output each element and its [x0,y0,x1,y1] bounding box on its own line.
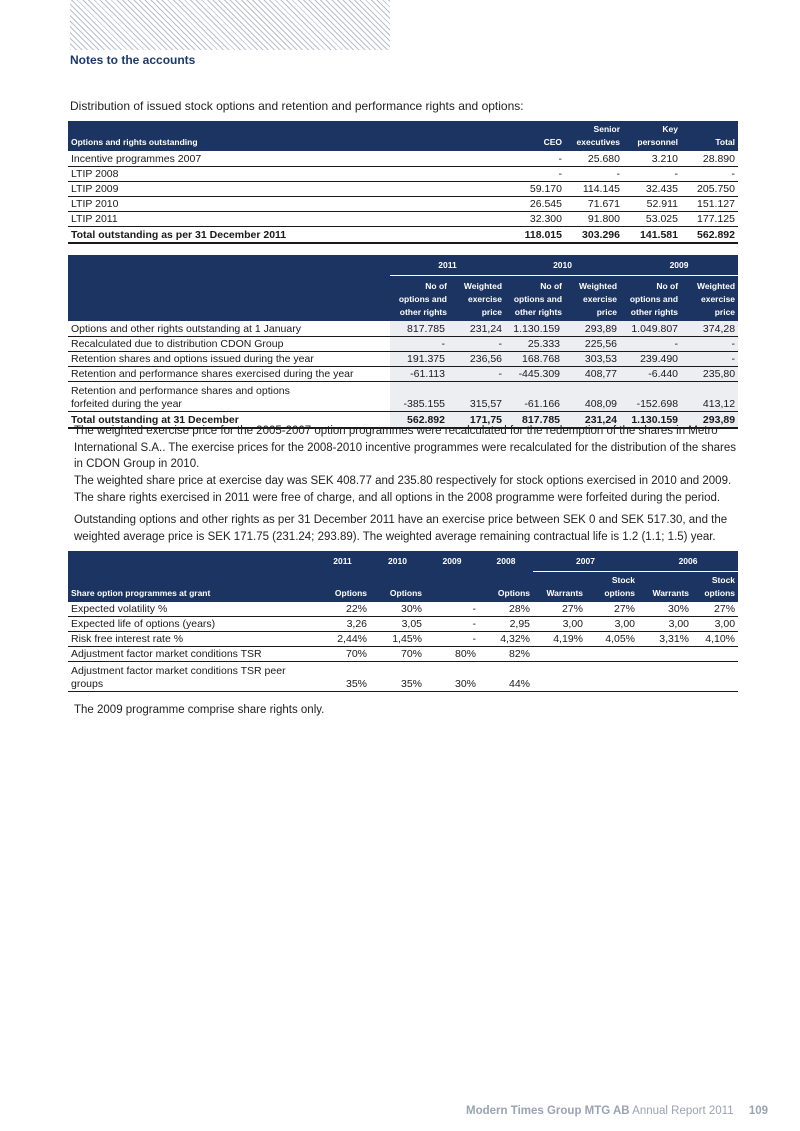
col-header: Stock options [692,571,738,602]
col-header: Total [681,121,738,151]
closing-note: The 2009 programme comprise share rights only. [74,704,325,716]
intro-text: Distribution of issued stock options and retention and performance rights and options: [70,99,524,113]
col-header: No of options and other rights [505,275,563,321]
col-header [425,571,479,602]
table-row: Recalculated due to distribution CDON Group - - 25.333 225,56 - - [68,336,738,351]
year-2009-header: 2009 [620,255,738,275]
col-header: Options [370,571,425,602]
table-row: Adjustment factor market conditions TSR peer groups 35% 35% 30% 44% [68,662,738,692]
table-row: LTIP 2009 59.170 114.145 32.435 205.750 [68,181,738,196]
col-header: Weighted exercise price [448,275,505,321]
grant-assumptions-table [68,551,738,692]
year-header: 2010 [370,551,425,571]
year-header: 2008 [479,551,533,571]
paragraph-outstanding: Outstanding options and other rights as per 31 December 2011 have an exercise price between SEK 0 and SEK 517.30, and the weighted average price is SEK 171.75 (231.24; 293.89). The weighted average remaining contractual life is 1.2 (1.1; 1.5) year. [74,514,728,543]
page-number: 109 [748,1105,768,1117]
paragraph-exercise-price: The weighted exercise price for the 2005-2007 option programmes were recalculated for the redemption of the shares in Metro International S.A.. The exercise prices for the 2008-2010 incentive programmes were recalculated for the distribution of the shares in CDON Group in 2010. [74,425,737,470]
hatched-banner [70,0,390,50]
col-header: Key personnel [623,121,681,151]
table-row: LTIP 2008 - - - - [68,166,738,181]
options-movement-table [68,255,738,429]
col-header: Share option programmes at grant [68,571,315,602]
options-outstanding-table [68,121,738,244]
col-header: Options and rights outstanding [68,121,468,151]
col-header: Senior executives [565,121,623,151]
table-row: LTIP 2011 32.300 91.800 53.025 177.125 [68,211,738,226]
col-header: Stock options [586,571,638,602]
col-header: CEO [468,121,565,151]
page-footer [466,1105,768,1117]
footer-report: Annual Report 2011 [632,1105,734,1117]
col-header: Options [315,571,370,602]
col-header: Weighted exercise price [563,275,620,321]
table-row: Retention and performance shares exercised during the year -61.113 - -445.309 408,77 -6.440 235,80 [68,366,738,381]
table-row: Incentive programmes 2007 - 25.680 3.210 28.890 [68,151,738,166]
year-2011-header: 2011 [390,255,505,275]
table-row: Risk free interest rate % 2,44% 1,45% - 4,32% 4,19% 4,05% 3,31% 4,10% [68,632,738,647]
table-row: Retention and performance shares and options forfeited during the year -385.155 315,57 -61.166 408,09 -152.698 413,12 [68,381,738,411]
table-row: Options and other rights outstanding at 1 January 817.785 231,24 1.130.159 293,89 1.049.807 374,28 [68,321,738,336]
section-title: Notes to the accounts [70,53,196,67]
col-header: Options [479,571,533,602]
year-header: 2007 [533,551,638,571]
table-row: Adjustment factor market conditions TSR 70% 70% 80% 82% [68,647,738,662]
total-row: Total outstanding at 31 December 562.892 171,75 817.785 231,24 1.130.159 293,89 [68,411,738,428]
col-header: Weighted exercise price [681,275,738,321]
col-header: Warrants [533,571,586,602]
table-row: LTIP 2010 26.545 71.671 52.911 151.127 [68,196,738,211]
table-row: Expected volatility % 22% 30% - 28% 27% 27% 30% 27% [68,602,738,617]
year-2010-header: 2010 [505,255,620,275]
footer-company: Modern Times Group MTG AB [466,1105,630,1117]
col-header: No of options and other rights [620,275,681,321]
col-header: No of options and other rights [390,275,448,321]
year-header: 2009 [425,551,479,571]
total-row: Total outstanding as per 31 December 2011 118.015 303.296 141.581 562.892 [68,226,738,243]
table-row: Retention shares and options issued during the year 191.375 236,56 168.768 303,53 239.490 - [68,351,738,366]
col-header: Warrants [638,571,692,602]
table-row: Expected life of options (years) 3,26 3,05 - 2,95 3,00 3,00 3,00 3,00 [68,617,738,632]
year-header: 2011 [315,551,370,571]
paragraph-share-price: The weighted share price at exercise day was SEK 408.77 and 235.80 respectively for stock options exercised in 2010 and 2009. The share rights exercised in 2011 were free of charge, and all options in the 2008 programme were forfeited during the period. [74,475,732,504]
year-header: 2006 [638,551,738,571]
